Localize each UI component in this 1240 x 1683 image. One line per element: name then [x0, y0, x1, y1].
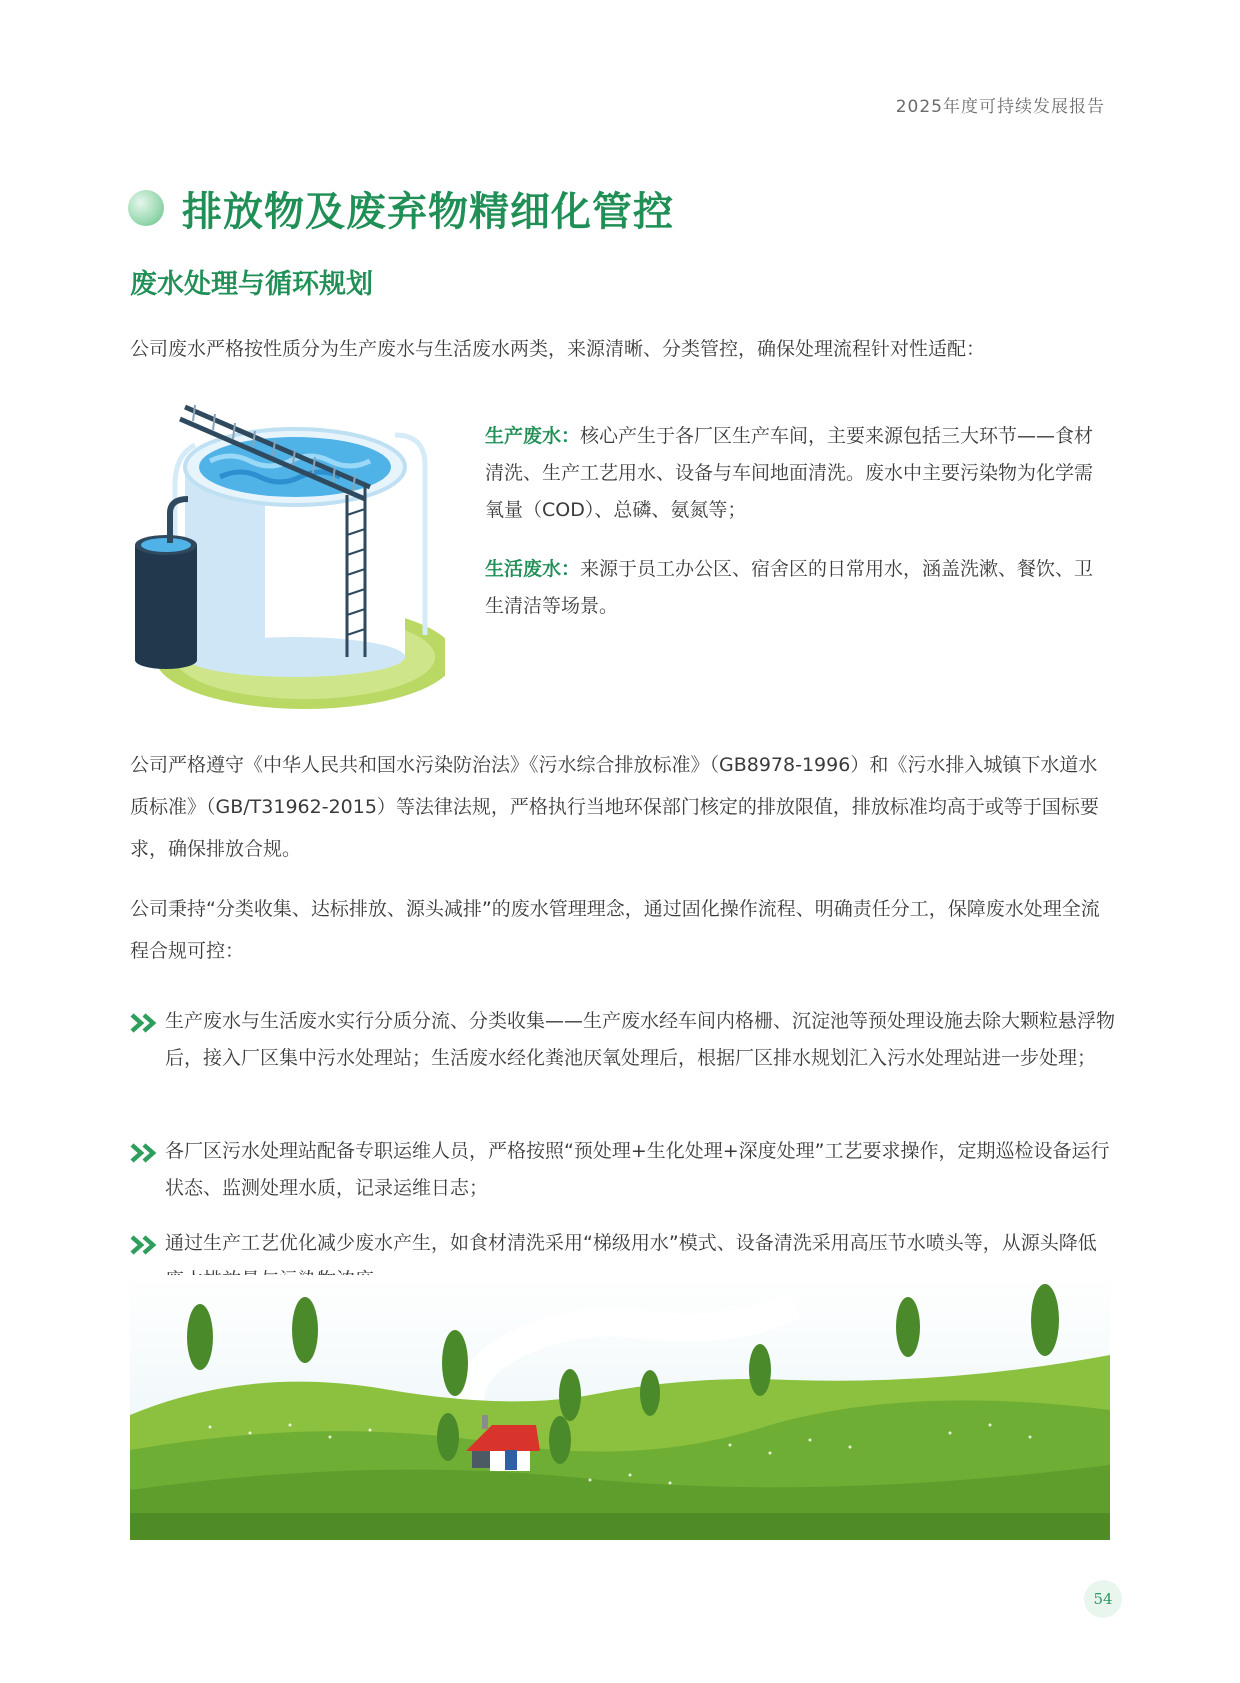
- page-number: 54: [1084, 1580, 1122, 1618]
- section-subtitle: 废水处理与循环规划: [130, 269, 373, 300]
- domestic-wastewater-item: [485, 551, 1110, 625]
- production-wastewater-label: 生产废水：: [485, 425, 581, 447]
- bullet-text: 生产废水与生活废水实行分质分流、分类收集——生产废水经车间内格栅、沉淀池等预处理设施去除大颗粒悬浮物后，接入厂区集中污水处理站；生活废水经化粪池厌氧处理后，根据厂区排水规划汇入污水处理站进一步处理；: [165, 1010, 1116, 1069]
- bullet-text: 各厂区污水处理站配备专职运维人员，严格按照“预处理+生化处理+深度处理”工艺要求操作，定期巡检设备运行状态、监测处理水质，记录运维日志；: [165, 1140, 1110, 1199]
- production-wastewater-text: 核心产生于各厂区生产车间，主要来源包括三大环节——食材清洗、生产工艺用水、设备与车间地面清洗。废水中主要污染物为化学需氧量（COD）、总磷、氨氮等；: [485, 425, 1094, 521]
- domestic-wastewater-text: 来源于员工办公区、宿舍区的日常用水，涵盖洗漱、餐饮、卫生清洁等场景。: [485, 558, 1094, 617]
- bullet-item: [130, 1133, 1115, 1207]
- report-header-title: 2025年度可持续发展报告: [895, 97, 1105, 117]
- production-wastewater-item: [485, 418, 1110, 529]
- section-title: 排放物及废弃物精细化管控: [182, 189, 674, 235]
- title-bullet-dot: [128, 190, 164, 226]
- double-chevron-icon: [130, 1012, 158, 1034]
- water-tank-illustration: [125, 395, 445, 715]
- philosophy-paragraph: 公司秉持“分类收集、达标排放、源头减排”的废水管理理念，通过固化操作流程、明确责任分工，保障废水处理全流程合规可控：: [130, 898, 1100, 962]
- double-chevron-icon: [130, 1234, 158, 1256]
- bullet-item: [130, 1003, 1115, 1077]
- intro-paragraph: 公司废水严格按性质分为生产废水与生活废水两类，来源清晰、分类管控，确保处理流程针对性适配：: [130, 338, 986, 360]
- bullet-text: 通过生产工艺优化减少废水产生，如食材清洗采用“梯级用水”模式、设备清洗采用高压节水喷头等，从源头降低: [165, 1232, 1097, 1254]
- double-chevron-icon: [130, 1142, 158, 1164]
- green-landscape-illustration: [130, 1275, 1110, 1540]
- domestic-wastewater-label: 生活废水：: [485, 558, 581, 580]
- compliance-paragraph: 公司严格遵守《中华人民共和国水污染防治法》《污水综合排放标准》（GB8978-1996）和《污水排入城镇下水道水质标准》（GB/T31962-2015）等法律法规，严格执行当地环保部门核定的排放限值，排放标准均高于或等于国标要求，确保排放合规。: [130, 754, 1099, 860]
